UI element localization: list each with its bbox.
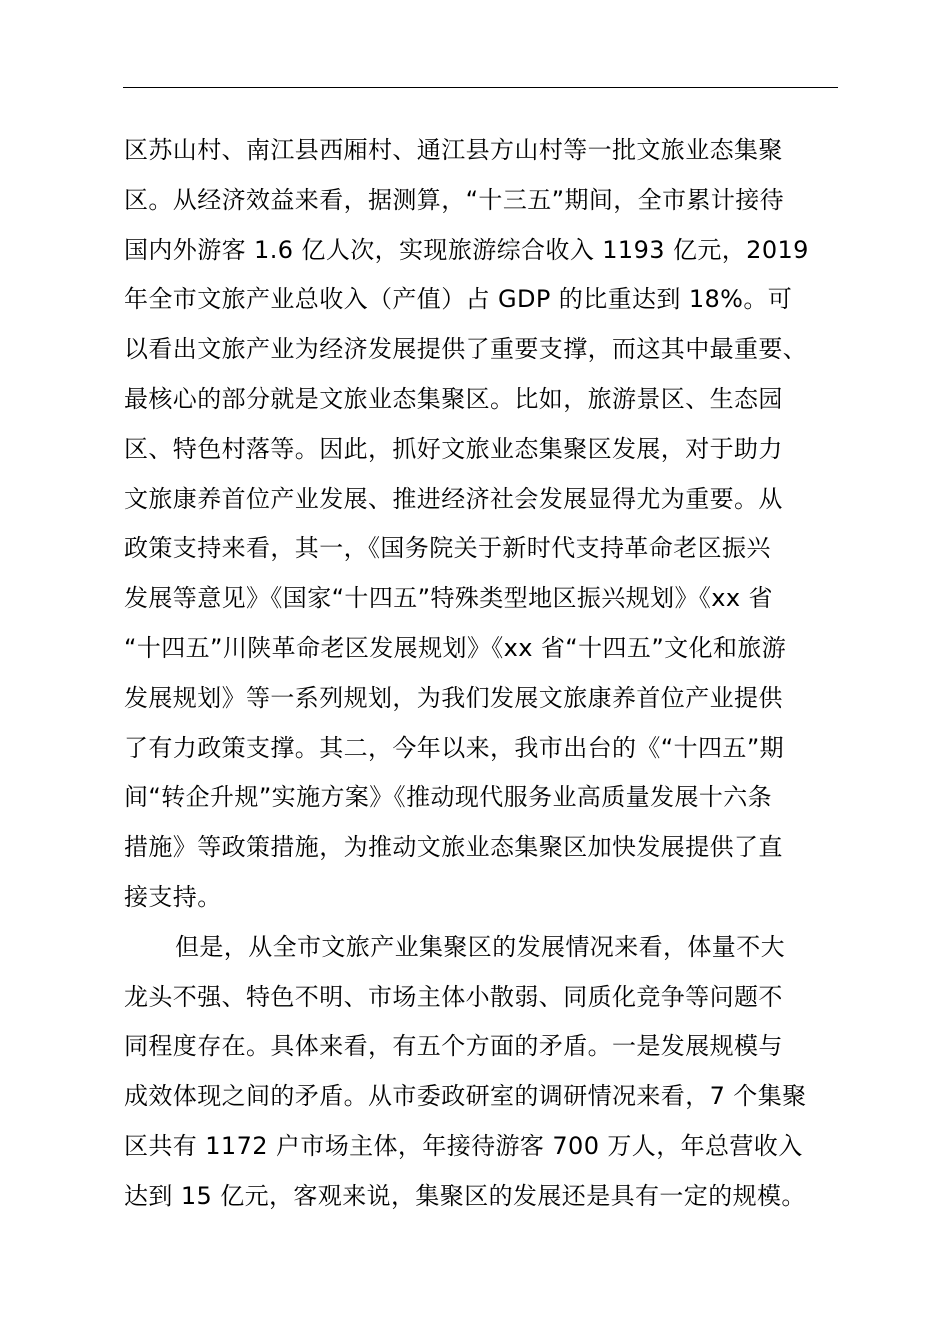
text-line: 龙头不强、特色不明、市场主体小散弱、同质化竞争等问题不	[124, 982, 783, 1011]
text-line: 接支持。	[124, 882, 222, 911]
text-line: 政策支持来看，其一，《国务院关于新时代支持革命老区振兴	[124, 534, 771, 563]
text-line: 措施》等政策措施，为推动文旅业态集聚区加快发展提供了直	[124, 833, 783, 862]
text-line: 区苏山村、南江县西厢村、通江县方山村等一批文旅业态集聚	[124, 136, 783, 164]
text-line: 区共有 1172 户市场主体，年接待游客 700 万人，年总营收入	[124, 1131, 803, 1160]
text-line: 国内外游客 1.6 亿人次，实现旅游综合收入 1193 亿元，2019	[124, 235, 809, 264]
text-line: 间“转企升规”实施方案》《推动现代服务业高质量发展十六条	[124, 783, 773, 812]
text-line: 但是，从全市文旅产业集聚区的发展情况来看，体量不大	[175, 932, 785, 961]
text-line: 成效体现之间的矛盾。从市委政研室的调研情况来看，7 个集聚	[124, 1082, 807, 1111]
text-line: 区。从经济效益来看，据测算，“十三五”期间，全市累计接待	[124, 185, 785, 214]
header-divider	[123, 87, 838, 88]
text-line: 文旅康养首位产业发展、推进经济社会发展显得尤为重要。从	[124, 484, 783, 513]
text-line: 发展规划》等一系列规划，为我们发展文旅康养首位产业提供	[124, 683, 783, 712]
text-line: 了有力政策支撑。其二，今年以来，我市出台的《“十四五”期	[124, 733, 785, 762]
text-line: 最核心的部分就是文旅业态集聚区。比如，旅游景区、生态园	[124, 384, 783, 413]
text-line: 同程度存在。具体来看，有五个方面的矛盾。一是发展规模与	[124, 1032, 783, 1061]
text-line: 达到 15 亿元，客观来说，集聚区的发展还是具有一定的规模。	[124, 1181, 806, 1210]
text-line: 发展等意见》《国家“十四五”特殊类型地区振兴规划》《xx 省	[124, 584, 773, 613]
text-line: 区、特色村落等。因此，抓好文旅业态集聚区发展，对于助力	[124, 434, 783, 463]
text-line: “十四五”川陕革命老区发展规划》《xx 省“十四五”文化和旅游	[124, 633, 787, 662]
text-line: 以看出文旅产业为经济发展提供了重要支撑，而这其中最重要、	[124, 335, 808, 364]
text-line: 年全市文旅产业总收入（产值）占 GDP 的比重达到 18%。可	[124, 285, 793, 314]
body-text	[124, 126, 840, 1222]
